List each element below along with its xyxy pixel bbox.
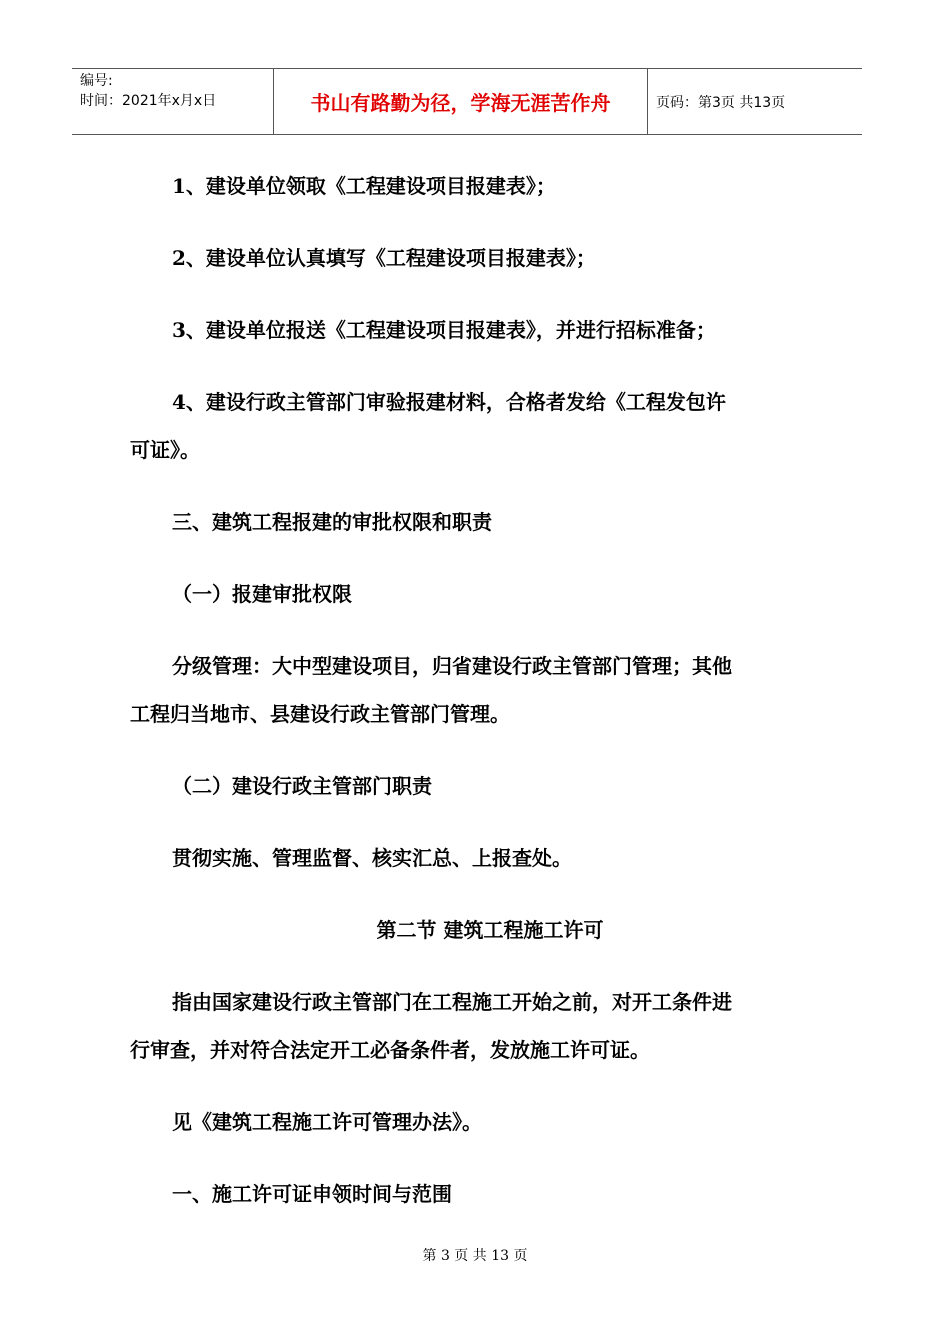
header-motto-cell <box>274 69 648 134</box>
header-page-number: 页码：第3页 共13页 <box>656 94 786 111</box>
footer-page-number: 第 3 页 共 13 页 <box>422 1248 528 1264</box>
section-heading-3: 三、建筑工程报建的审批权限和职责 <box>172 510 492 534</box>
subheading-department-duties: （二）建设行政主管部门职责 <box>172 774 432 798</box>
paragraph-step-4-line-2: 可证》。 <box>130 438 200 462</box>
header-page-info <box>648 69 862 134</box>
paragraph-reference: 见《建筑工程施工许可管理办法》。 <box>172 1110 482 1134</box>
paragraph-definition-line-1: 指由国家建设行政主管部门在工程施工开始之前，对开工条件进 <box>172 990 732 1014</box>
paragraph-step-3: 3、建设单位报送《工程建设项目报建表》，并进行招标准备； <box>172 318 716 342</box>
header-meta <box>72 69 274 134</box>
header-motto: 书山有路勤为径，学海无涯苦作舟 <box>310 91 611 115</box>
page-footer <box>0 1245 950 1265</box>
paragraph-step-2: 2、建设单位认真填写《工程建设项目报建表》； <box>172 246 596 270</box>
paragraph-graded-management-line-1: 分级管理：大中型建设项目，归省建设行政主管部门管理；其他 <box>172 654 732 678</box>
paragraph-definition-line-2: 行审查，并对符合法定开工必备条件者，发放施工许可证。 <box>130 1038 650 1062</box>
document-time: 时间：2021年x月x日 <box>80 93 217 109</box>
paragraph-step-4-line-1: 4、建设行政主管部门审验报建材料，合格者发给《工程发包许 <box>172 390 726 414</box>
paragraph-graded-management-line-2: 工程归当地市、县建设行政主管部门管理。 <box>130 702 510 726</box>
page-header <box>72 68 862 135</box>
subheading-approval-authority: （一）报建审批权限 <box>172 582 352 606</box>
paragraph-duties: 贯彻实施、管理监督、核实汇总、上报查处。 <box>172 846 572 870</box>
section-title: 第二节 建筑工程施工许可 <box>376 918 604 942</box>
section-heading-1: 一、施工许可证申领时间与范围 <box>172 1182 452 1206</box>
document-number-label: 编号: <box>80 73 113 89</box>
paragraph-step-1: 1、建设单位领取《工程建设项目报建表》； <box>172 174 556 198</box>
